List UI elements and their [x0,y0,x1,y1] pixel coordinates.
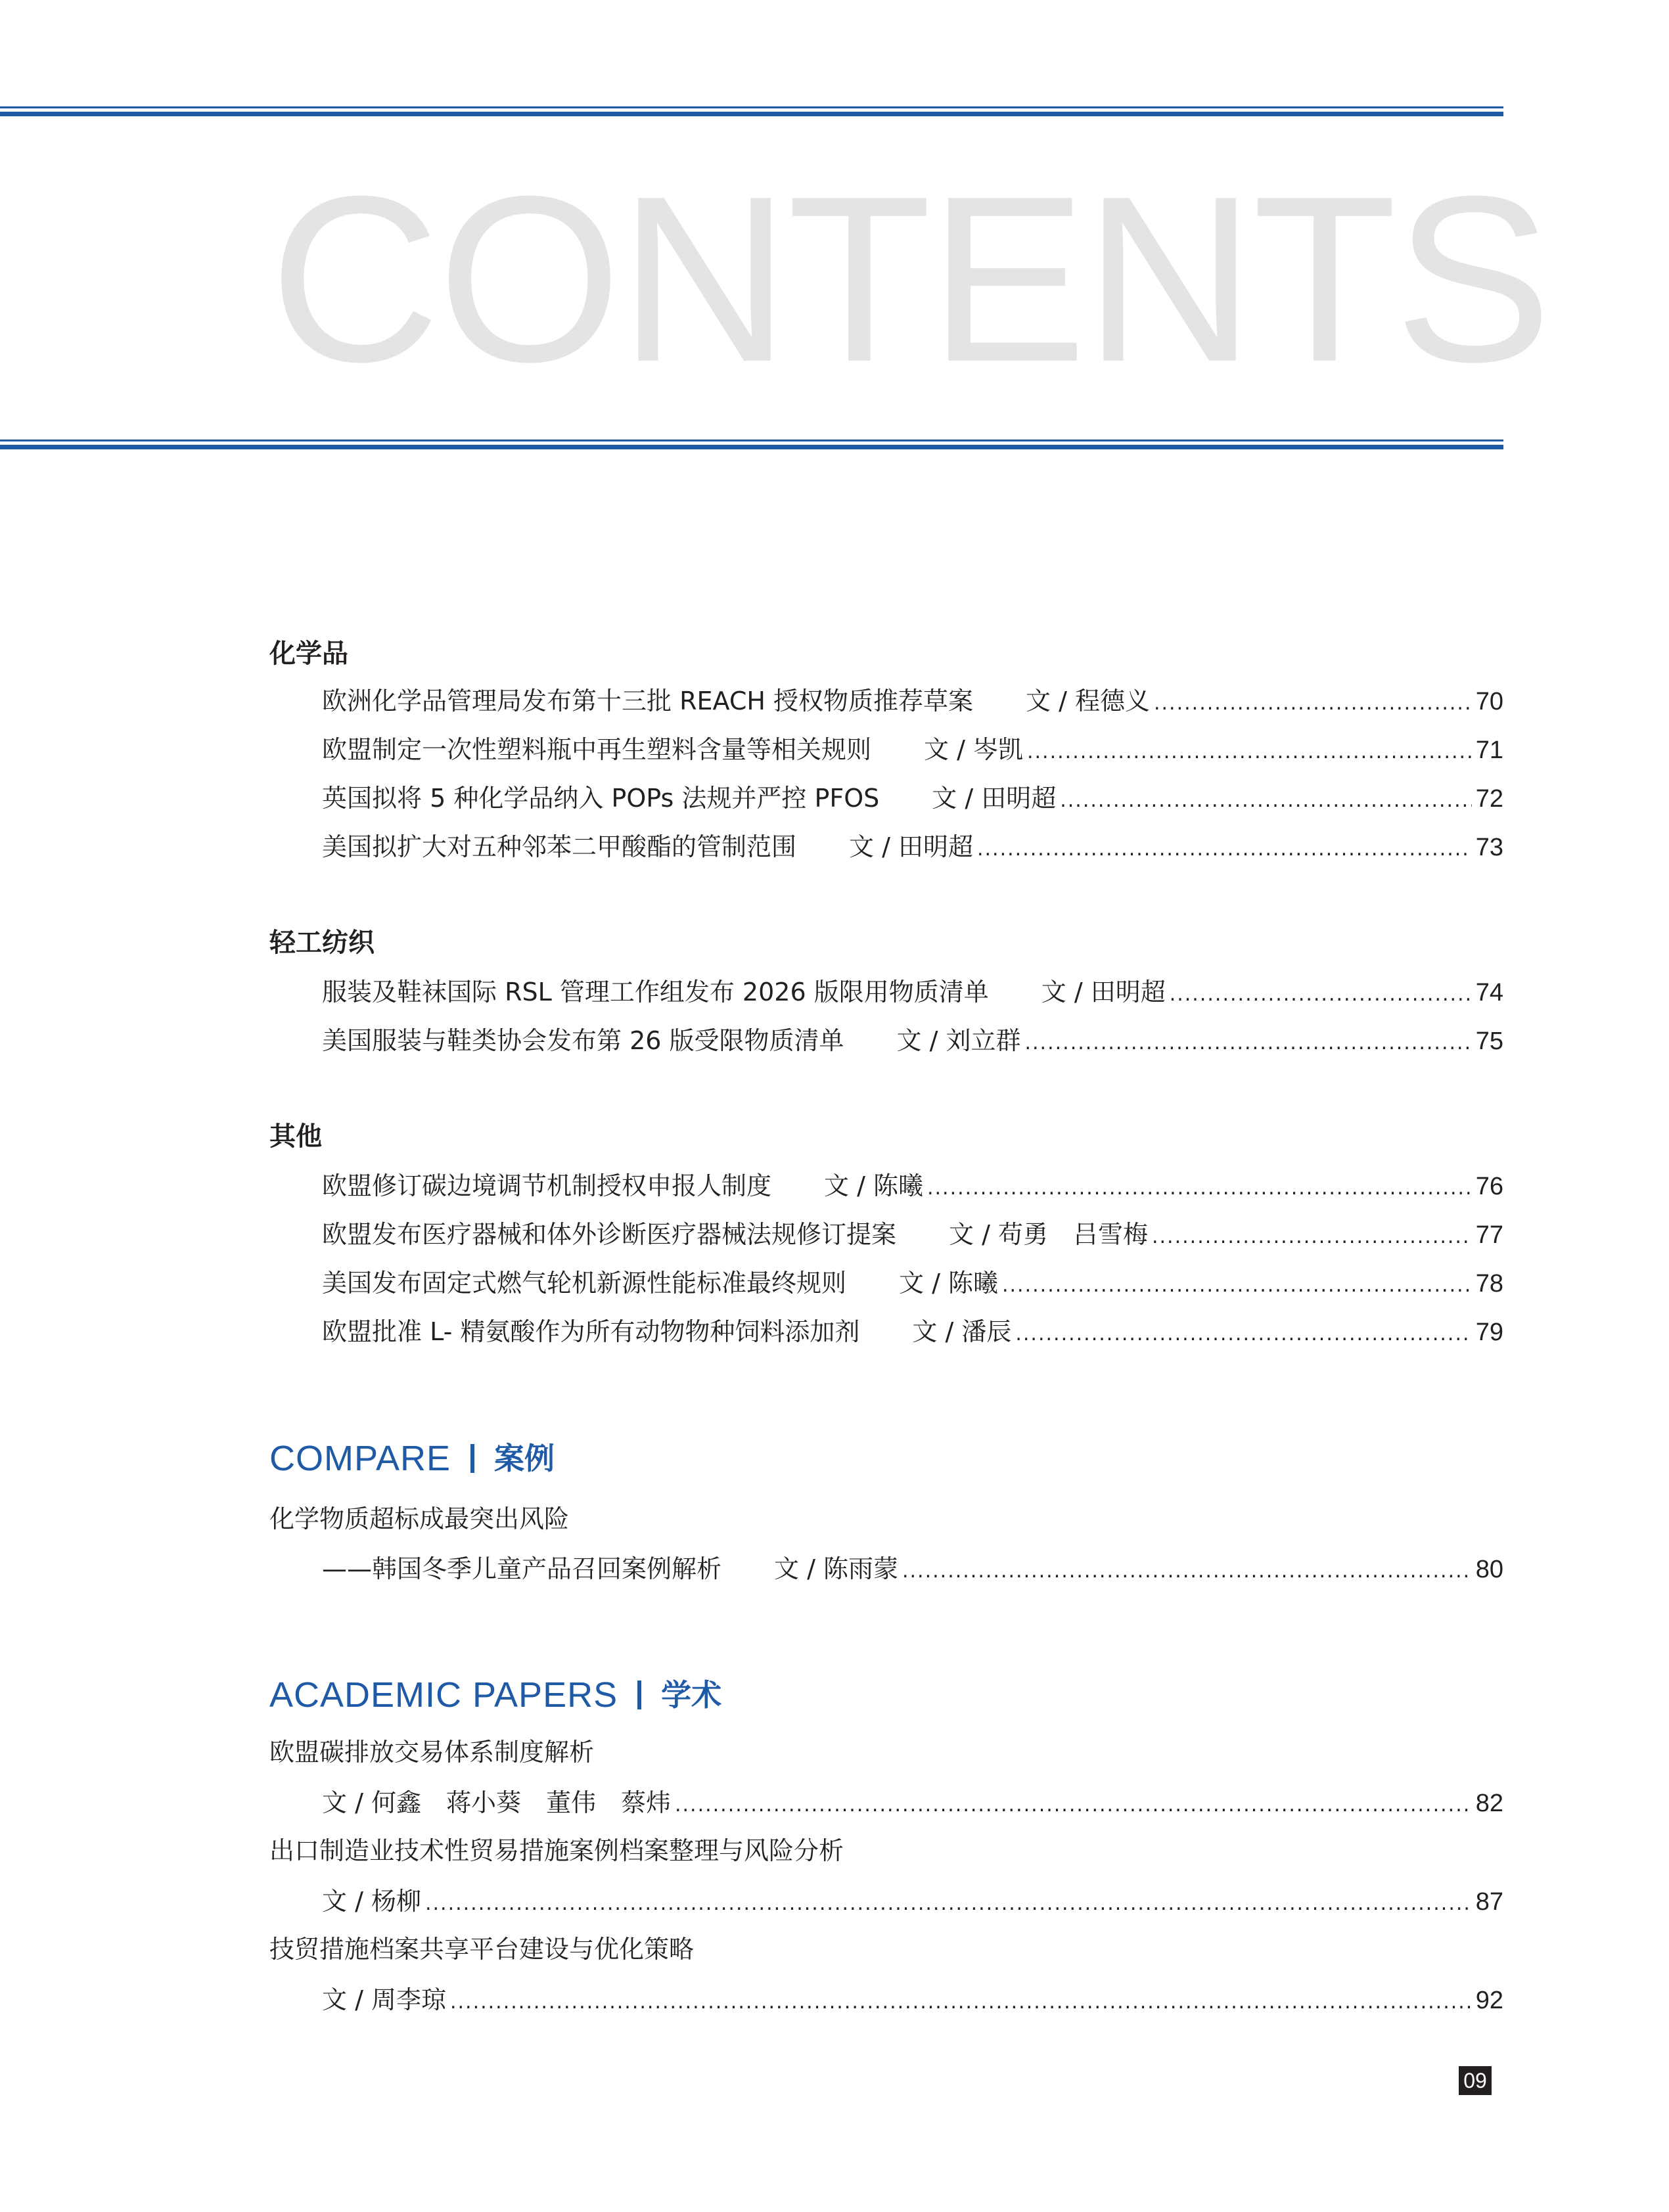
toc-entry[interactable] [322,1979,1503,2021]
toc-entry[interactable] [322,1020,1503,1062]
dot-leader [927,1167,1472,1209]
section-heading-other: 其他 [269,1121,322,1152]
compare-heading-en: COMPARE [269,1439,451,1478]
entry-author: 文 / 杨柳 [322,1887,421,1916]
entry-page: 72 [1475,785,1503,813]
entry-page: 70 [1475,688,1503,715]
dot-leader [1060,780,1472,822]
compare-article-title[interactable]: 化学物质超标成最突出风险 [269,1504,570,1533]
dot-leader [425,1883,1472,1925]
entry-title: 服装及鞋袜国际 RSL 管理工作组发布 2026 版限用物质清单 [322,978,989,1006]
entry-title: 美国拟扩大对五种邻苯二甲酸酯的管制范围 [322,832,797,861]
dot-leader [1170,974,1472,1016]
entry-title: 欧盟批准 L- 精氨酸作为所有动物物种饲料添加剂 [322,1317,860,1346]
dot-leader [1015,1313,1471,1355]
entry-title: 美国发布固定式燃气轮机新源性能标准最终规则 [322,1269,847,1298]
academic-section-heading [269,1672,721,1718]
contents-watermark: CONTENTS [269,147,1549,411]
entry-author: 文 / 周李琼 [322,1985,446,2014]
entry-page: 92 [1475,1987,1503,2014]
dot-leader [902,1550,1472,1592]
entry-page: 71 [1475,736,1503,764]
entry-author: 文 / 田明超 [1041,978,1166,1006]
entry-title: 欧盟发布医疗器械和体外诊断医疗器械法规修订提案 [322,1220,897,1249]
entry-author: 文 / 程德义 [1026,687,1150,715]
toc-entry[interactable] [322,826,1503,868]
academic-article-title[interactable]: 出口制造业技术性贸易措施案例档案整理与风险分析 [269,1836,844,1865]
entry-page: 87 [1475,1888,1503,1916]
entry-author: 文 / 苟勇 吕雪梅 [949,1220,1148,1249]
dot-leader [1154,683,1472,725]
toc-entry[interactable] [322,1262,1503,1304]
entry-author: 文 / 岑凯 [924,735,1023,764]
entry-page: 78 [1475,1270,1503,1298]
academic-article-title[interactable]: 欧盟碳排放交易体系制度解析 [269,1738,595,1767]
entry-title: 美国服装与鞋类协会发布第 26 版受限物质清单 [322,1026,844,1055]
entry-author: 文 / 潘辰 [912,1317,1012,1346]
entry-author: 文 / 陈曦 [899,1269,998,1298]
entry-subtitle: ——韩国冬季儿童产品召回案例解析 [322,1554,722,1583]
page-number-badge: 09 [1459,2066,1492,2095]
top-double-rule [0,106,1503,116]
dot-leader [977,828,1472,870]
entry-page: 74 [1475,979,1503,1006]
toc-entry[interactable] [322,1548,1503,1590]
entry-author: 文 / 田明超 [932,784,1057,813]
academic-article-title[interactable]: 技贸措施档案共享平台建设与优化策略 [269,1935,695,1964]
dot-leader [1152,1216,1472,1258]
dot-leader [1002,1265,1472,1307]
compare-section-heading [269,1435,555,1481]
entry-page: 75 [1475,1027,1503,1055]
entry-title: 欧盟制定一次性塑料瓶中再生塑料含量等相关规则 [322,735,872,764]
toc-entry[interactable] [322,971,1503,1013]
entry-author: 文 / 田明超 [849,832,973,861]
entry-page: 77 [1475,1221,1503,1249]
toc-entry[interactable] [322,1782,1503,1824]
entry-author: 文 / 刘立群 [896,1026,1021,1055]
heading-divider [637,1681,641,1709]
academic-heading-en: ACADEMIC PAPERS [269,1675,618,1715]
dot-leader [450,1981,1472,2023]
entry-title: 英国拟将 5 种化学品纳入 POPs 法规并严控 PFOS [322,784,880,813]
toc-entry[interactable] [322,729,1503,771]
toc-entry[interactable] [322,1165,1503,1207]
entry-page: 76 [1475,1173,1503,1200]
toc-entry[interactable] [322,680,1503,722]
entry-page: 82 [1475,1790,1503,1817]
dot-leader [1027,731,1472,773]
toc-entry[interactable] [322,1311,1503,1353]
compare-heading-cn: 案例 [494,1441,555,1476]
dot-leader [1024,1022,1471,1064]
entry-title: 欧盟修订碳边境调节机制授权申报人制度 [322,1171,772,1200]
section-heading-textiles: 轻工纺织 [269,928,375,958]
toc-entry[interactable] [322,1880,1503,1922]
toc-entry[interactable] [322,777,1503,819]
academic-heading-cn: 学术 [661,1677,722,1713]
entry-author: 文 / 何鑫 蒋小葵 董伟 蔡炜 [322,1788,671,1817]
entry-page: 80 [1475,1556,1503,1583]
entry-author: 文 / 陈雨蒙 [774,1554,898,1583]
toc-entry[interactable] [322,1213,1503,1255]
heading-divider [470,1444,474,1473]
bottom-double-rule [0,440,1503,449]
entry-title: 欧洲化学品管理局发布第十三批 REACH 授权物质推荐草案 [322,687,974,715]
entry-page: 79 [1475,1319,1503,1346]
section-heading-chemicals: 化学品 [269,639,348,669]
entry-author: 文 / 陈曦 [824,1171,923,1200]
entry-page: 73 [1475,834,1503,861]
dot-leader [675,1784,1472,1826]
